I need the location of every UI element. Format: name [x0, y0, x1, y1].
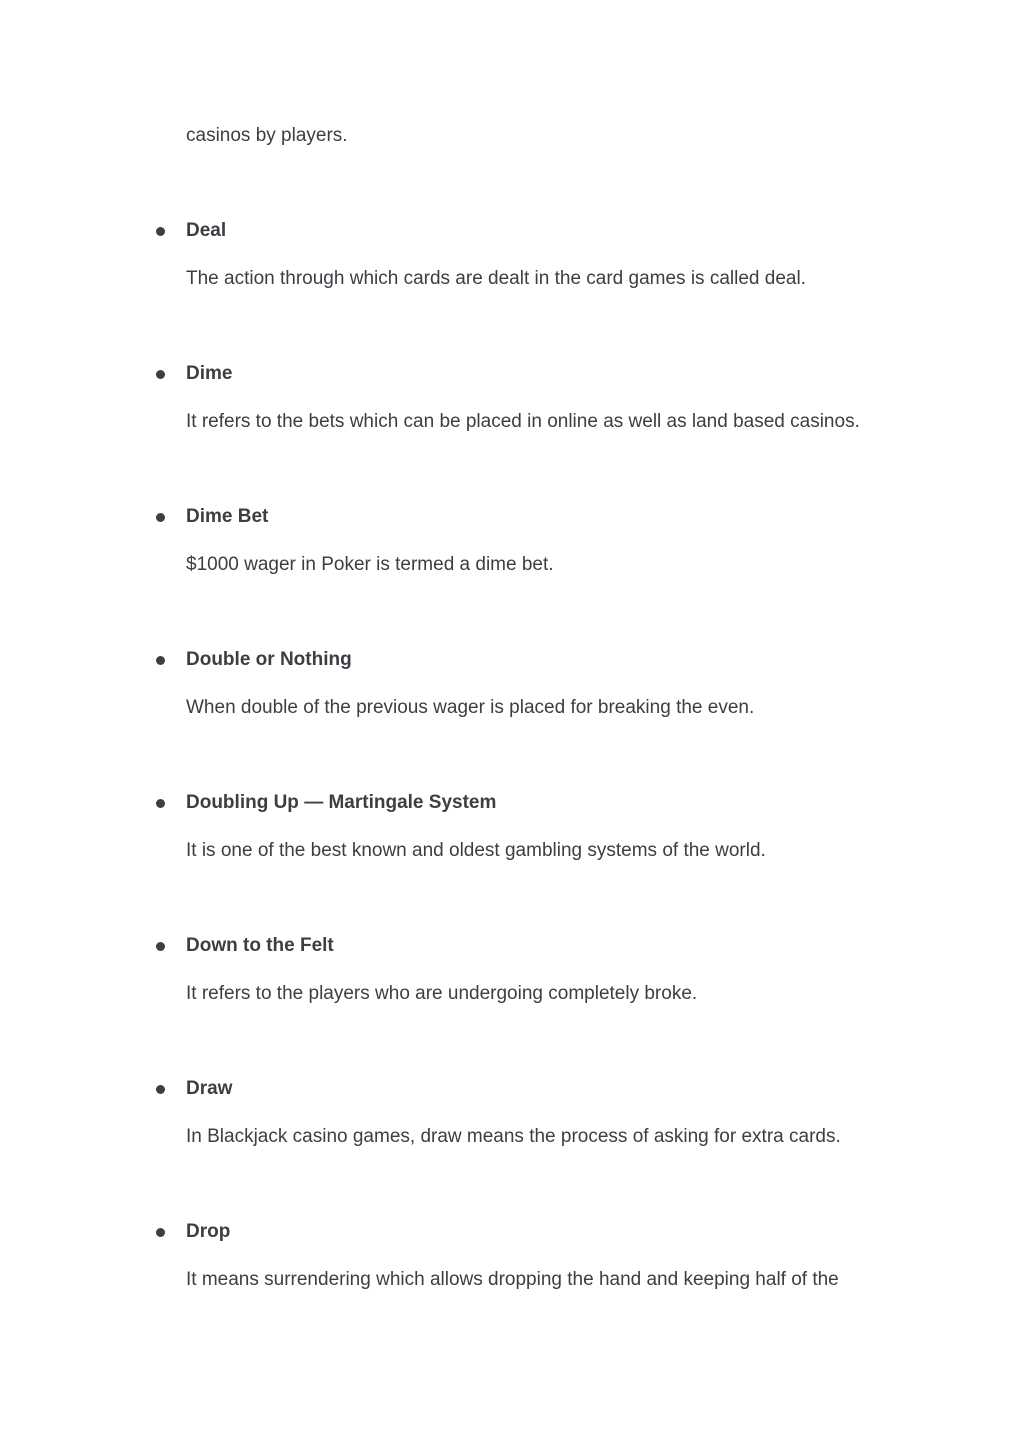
bullet-icon [156, 1228, 165, 1237]
entry-term: Dime Bet [186, 506, 269, 527]
entry-definition: When double of the previous wager is placed for breaking the even. [186, 697, 755, 718]
entry-definition: It refers to the players who are undergoing completely broke. [186, 983, 698, 1004]
glossary-entry [0, 934, 1024, 1077]
bullet-icon [156, 799, 165, 808]
entry-definition: It refers to the bets which can be placed in online as well as land based casinos. [186, 411, 860, 432]
entry-term: Double or Nothing [186, 649, 352, 670]
entry-term: Drop [186, 1221, 231, 1242]
glossary-entry [0, 791, 1024, 934]
glossary-entry [0, 1220, 1024, 1363]
glossary-list [0, 219, 1024, 1363]
entry-term: Deal [186, 220, 227, 241]
entry-term: Draw [186, 1078, 233, 1099]
glossary-entry [0, 505, 1024, 648]
glossary-entry [0, 1077, 1024, 1220]
bullet-icon [156, 656, 165, 665]
bullet-icon [156, 227, 165, 236]
continuation-text: casinos by players. [186, 125, 348, 146]
glossary-entry [0, 219, 1024, 362]
entry-term: Doubling Up — Martingale System [186, 792, 497, 813]
entry-definition: It means surrendering which allows dropping the hand and keeping half of the [186, 1269, 839, 1290]
entry-definition: The action through which cards are dealt in the card games is called deal. [186, 268, 806, 289]
glossary-entry [0, 362, 1024, 505]
bullet-icon [156, 513, 165, 522]
entry-term: Dime [186, 363, 233, 384]
entry-definition: In Blackjack casino games, draw means the process of asking for extra cards. [186, 1126, 841, 1147]
glossary-entry [0, 648, 1024, 791]
bullet-icon [156, 942, 165, 951]
bullet-icon [156, 1085, 165, 1094]
entry-definition: It is one of the best known and oldest gambling systems of the world. [186, 840, 766, 861]
entry-definition: $1000 wager in Poker is termed a dime bet. [186, 554, 554, 575]
bullet-icon [156, 370, 165, 379]
entry-term: Down to the Felt [186, 935, 334, 956]
